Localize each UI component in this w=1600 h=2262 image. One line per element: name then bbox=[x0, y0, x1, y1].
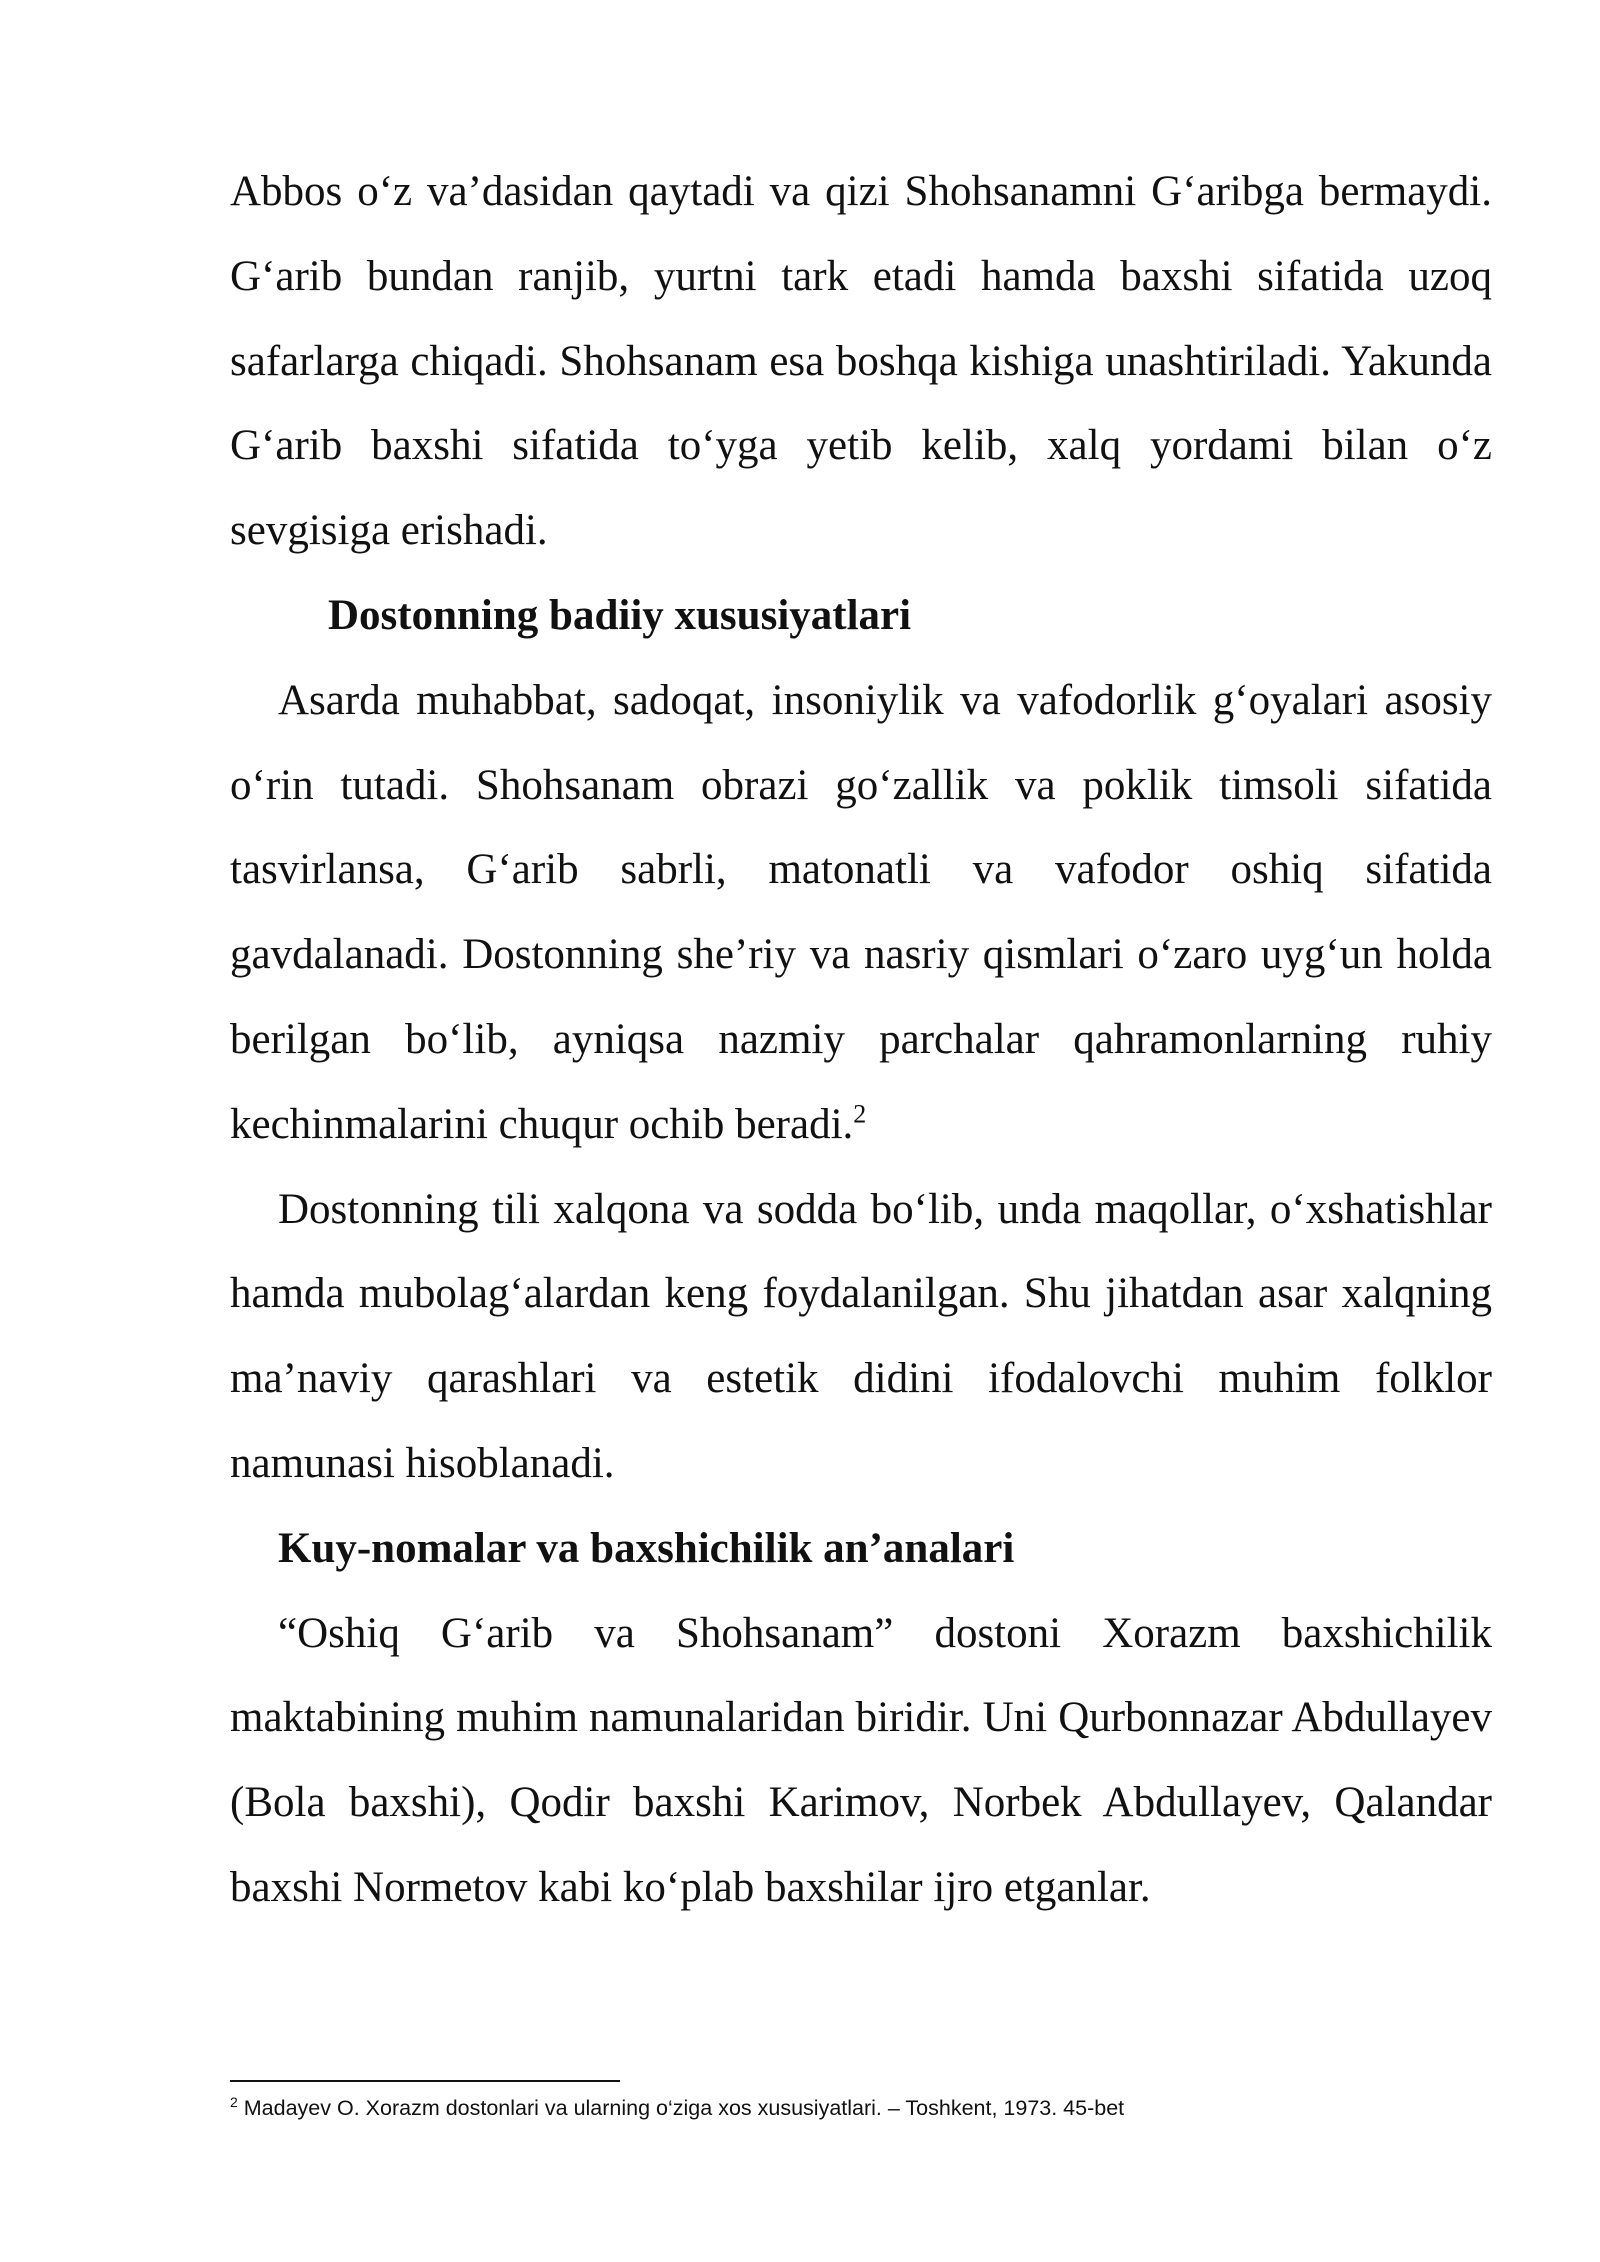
paragraph-themes bbox=[230, 659, 1492, 1168]
paragraph-plot-ending: Abbos o‘z va’dasidan qaytadi va qizi Shohsanamni G‘aribga bermaydi. G‘arib bundan ranjib, yurtni tark etadi hamda baxshi sifatida uzoq safarlarga chiqadi. Shohsanam esa boshqa kishiga unashtiriladi. Yakunda G‘arib baxshi sifatida to‘yga yetib kelib, xalq yordami bilan o‘z sevgisiga erishadi. bbox=[230, 168, 1492, 555]
section-heading-artistic-features: Dostonning badiiy xususiyatlari bbox=[328, 591, 912, 639]
paragraph-themes-text: Asarda muhabbat, sadoqat, insoniylik va vafodorlik g‘oyalari asosiy o‘rin tutadi. Shohsanam obrazi go‘zallik va poklik timsoli sifatida tasvirlansa, G‘arib sabrli, matonatli va vafodor oshiq sifatida gavdalanadi. Dostonning she’riy va nasriy qismlari o‘zaro uyg‘un holda berilgan bo‘lib, ayniqsa nazmiy parchalar qahramonlarning ruhiy kechinmalarini chuqur ochib beradi. bbox=[230, 676, 1492, 1148]
paragraph-language: Dostonning tili xalqona va sodda bo‘lib, unda maqollar, o‘xshatishlar hamda mubolag‘alardan keng foydalanilgan. Shu jihatdan asar xalqning ma’naviy qarashlari va estetik didini ifodalovchi muhim folklor namunasi hisoblanadi. bbox=[230, 1185, 1492, 1487]
footnote bbox=[230, 2093, 1124, 2123]
footnote-separator bbox=[230, 2080, 620, 2082]
footnote-reference[interactable]: 2 bbox=[853, 1099, 867, 1129]
paragraph-performers: “Oshiq G‘arib va Shohsanam” dostoni Xorazm baxshichilik maktabining muhim namunalaridan biridir. Uni Qurbonnazar Abdullayev (Bola baxshi), Qodir baxshi Karimov, Norbek Abdullayev, Qalandar baxshi Normetov kabi ko‘plab baxshilar ijro etganlar. bbox=[230, 1609, 1492, 1911]
footnote-number: 2 bbox=[230, 2093, 238, 2110]
footnote-text: Madayev O. Xorazm dostonlari va ularning o‘ziga xos xususiyatlari. – Toshkent, 1973. 45-bet bbox=[237, 2096, 1125, 2120]
section-heading-baxshi-traditions: Kuy-nomalar va baxshichilik an’analari bbox=[278, 1524, 1015, 1572]
document-body bbox=[230, 150, 1492, 1931]
